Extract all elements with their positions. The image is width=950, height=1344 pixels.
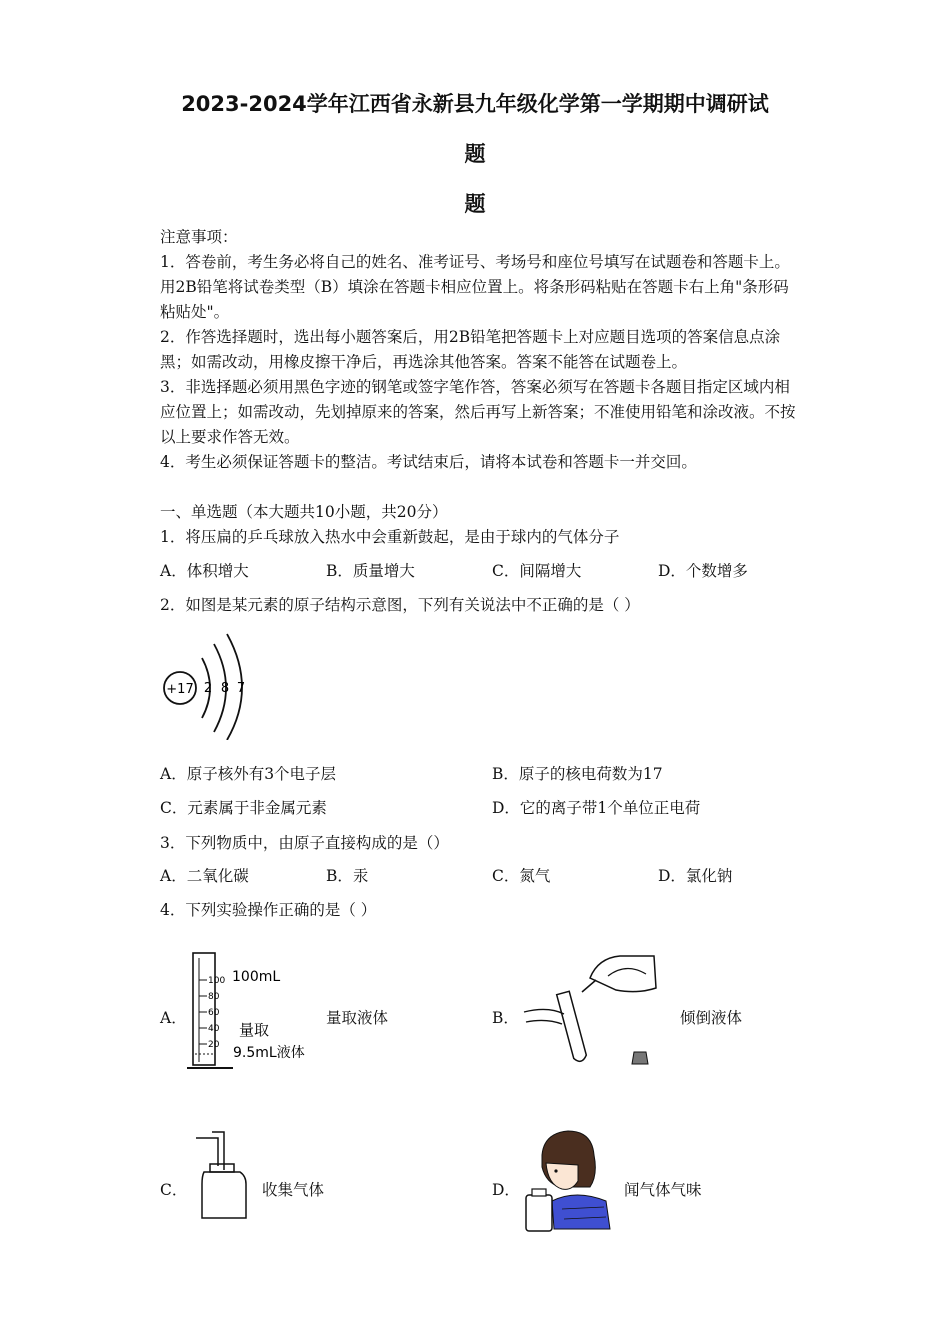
question-1-option-a[interactable]: A．体积增大: [160, 562, 249, 580]
notice-item: 1．答卷前，考生务必将自己的姓名、准考证号、考场号和座位号填写在试题卷和答题卡上。用2B铅笔将试卷类型（B）填涂在答题卡相应位置上。将条形码粘贴在答题卡右上角"条形码粘贴处"。: [160, 253, 790, 321]
shell-2-electrons: 8: [220, 681, 230, 696]
question-4-option-d-label: 闻气体气味: [624, 1181, 702, 1199]
question-4-option-b-label: 倾倒液体: [680, 1009, 743, 1027]
pouring-liquid-figure: [520, 950, 662, 1072]
cylinder-volume-label: 100mL: [232, 969, 281, 985]
smelling-gas-figure: [520, 1125, 612, 1235]
question-3-option-a[interactable]: A．二氧化碳: [160, 867, 249, 885]
question-4-option-a-letter[interactable]: A．: [160, 1009, 187, 1027]
question-3-option-b[interactable]: B．汞: [326, 867, 369, 885]
question-1-option-d[interactable]: D．个数增多: [658, 562, 748, 580]
notice-heading: 注意事项：: [160, 228, 238, 246]
question-2-option-d[interactable]: D．它的离子带1个单位正电荷: [492, 799, 701, 817]
question-2-stem: 2．如图是某元素的原子结构示意图，下列有关说法中不正确的是（ ）: [160, 596, 640, 614]
notice-section: [160, 225, 800, 475]
cylinder-caption-1: 量取: [239, 1021, 270, 1039]
question-3-option-c[interactable]: C．氮气: [492, 867, 551, 885]
question-4-option-c-label: 收集气体: [262, 1181, 325, 1199]
question-2-option-b[interactable]: B．原子的核电荷数为17: [492, 765, 663, 783]
cylinder-tick: 100: [208, 976, 226, 986]
cylinder-caption-2: 9.5mL液体: [233, 1045, 305, 1061]
page-title-repeat: 题: [464, 192, 486, 216]
question-2-option-c[interactable]: C．元素属于非金属元素: [160, 799, 327, 817]
question-1-option-c[interactable]: C．间隔增大: [492, 562, 582, 580]
graduated-cylinder-figure: [185, 950, 320, 1074]
notice-item: 2．作答选择题时，选出每小题答案后，用2B铅笔把答题卡上对应题目选项的答案信息点涂黑；如需改动，用橡皮擦干净后，再选涂其他答案。答案不能答在试题卷上。: [160, 328, 781, 371]
section-heading: 一、单选题（本大题共10小题，共20分）: [160, 503, 448, 521]
question-3-option-d[interactable]: D．氯化钠: [658, 867, 733, 885]
gas-collection-bottle-figure: [190, 1130, 254, 1224]
question-1-stem: 1．将压扁的乒乓球放入热水中会重新鼓起，是由于球内的气体分子: [160, 528, 620, 546]
question-4-option-a-label: 量取液体: [326, 1009, 389, 1027]
atom-structure-diagram: [158, 628, 258, 740]
question-4-option-b-letter[interactable]: B．: [492, 1009, 519, 1027]
question-2-option-a[interactable]: A．原子核外有3个电子层: [160, 765, 337, 783]
question-3-stem: 3．下列物质中，由原子直接构成的是（）: [160, 834, 449, 852]
question-1-option-b[interactable]: B．质量增大: [326, 562, 415, 580]
shell-3-electrons: 7: [236, 681, 246, 696]
page-title-continued: 题: [464, 142, 486, 166]
cylinder-tick: 40: [208, 1024, 220, 1034]
question-4-stem: 4．下列实验操作正确的是（ ）: [160, 901, 377, 919]
question-4-option-d-letter[interactable]: D．: [492, 1181, 520, 1199]
notice-item: 3．非选择题必须用黑色字迹的钢笔或签字笔作答，答案必须写在答题卡各题目指定区域内相应位置上；如需改动，先划掉原来的答案，然后再写上新答案；不准使用铅笔和涂改液。不按以上要求作答无效。: [160, 378, 796, 446]
cylinder-tick: 60: [208, 1008, 220, 1018]
nucleus-charge: +17: [166, 682, 194, 697]
cylinder-tick: 20: [208, 1040, 220, 1050]
shell-1-electrons: 2: [203, 681, 213, 696]
question-4-option-c-letter[interactable]: C．: [160, 1181, 188, 1199]
notice-item: 4．考生必须保证答题卡的整洁。考试结束后，请将本试卷和答题卡一并交回。: [160, 453, 697, 471]
cylinder-tick: 80: [208, 992, 220, 1002]
page-title: 2023-2024学年江西省永新县九年级化学第一学期期中调研试: [181, 92, 769, 116]
